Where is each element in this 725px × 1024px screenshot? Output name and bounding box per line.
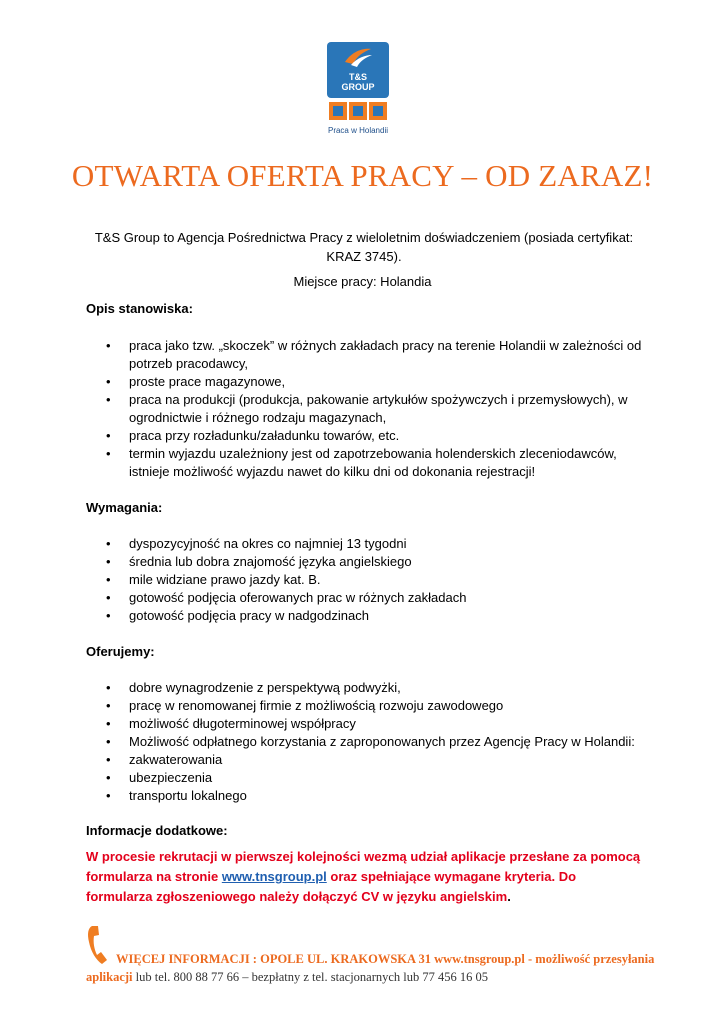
logo-brand (327, 72, 389, 92)
section-heading-oferujemy: Oferujemy: (86, 644, 155, 659)
car-icon (369, 102, 387, 120)
logo-brand-line1: T&S (349, 72, 367, 82)
list-item: • średnia lub dobra znajomość języka angielskiego (86, 553, 646, 571)
list-item: • dyspozycyjność na okres co najmniej 13 tygodni (86, 535, 646, 553)
house-icon (349, 102, 367, 120)
list-item: • praca przy rozładunku/załadunku towarów, etc. (86, 427, 646, 445)
logo-caption: Praca w Holandii (327, 126, 389, 135)
page-title: OTWARTA OFERTA PRACY – OD ZARAZ! (71, 158, 654, 193)
oferujemy-list (86, 679, 646, 805)
list-item: • pracę w renomowanej firmie z możliwością rozwoju zawodowego (86, 697, 646, 715)
workplace-text: Miejsce pracy: Holandia (293, 274, 432, 289)
footer-possible: możliwość przesyłania (535, 952, 655, 966)
person-icon (329, 102, 347, 120)
list-item: • gotowość podjęcia pracy w nadgodzinach (86, 607, 646, 625)
list-item: • praca na produkcji (produkcja, pakowanie artykułów spożywczych i przemysłowych), w ogrodnictwie i różnego rodzaju magazynach, (86, 391, 646, 427)
list-item: • gotowość podjęcia oferowanych prac w różnych zakładach (86, 589, 646, 607)
footer-dash: - (524, 952, 536, 966)
footer-line-1 (86, 950, 655, 968)
list-item: • transportu lokalnego (86, 787, 646, 805)
list-item: • zakwaterowania (86, 751, 646, 769)
footer-phone-text: lub tel. 800 88 77 66 – bezpłatny z tel. stacjonarnych lub 77 456 16 05 (132, 970, 489, 984)
footer-info-label: WIĘCEJ INFORMACJI : OPOLE UL. KRAKOWSKA 31 www.tnsgroup.pl (116, 952, 525, 966)
list-item: • praca jako tzw. „skoczek” w różnych zakładach pracy na terenie Holandii w zależności od potrzeb pracodawcy, (86, 337, 646, 373)
logo-badge (327, 42, 389, 98)
logo-icons (327, 102, 389, 120)
notice-text-1: W procesie rekrutacji w pierwszej kolejności wezmą udział aplikacje przesłane za pomocą formularza na stronie (86, 849, 641, 884)
opis-list (86, 337, 646, 481)
list-item: • możliwość długoterminowej współpracy (86, 715, 646, 733)
footer-apps: aplikacji (86, 970, 133, 984)
company-logo (327, 42, 391, 135)
list-item: • dobre wynagrodzenie z perspektywą podwyżki, (86, 679, 646, 697)
logo-brand-line2: GROUP (341, 82, 375, 92)
wymagania-list (86, 535, 646, 625)
section-heading-info: Informacje dodatkowe: (86, 823, 228, 838)
contact-footer (86, 950, 655, 986)
notice-text-2: oraz spełniające wymagane kryteria. Do formularza zgłoszeniowego należy dołączyć CV w języku angielskim (86, 869, 577, 904)
section-heading-wymagania: Wymagania: (86, 500, 163, 515)
website-link[interactable]: www.tnsgroup.pl (221, 869, 327, 884)
list-item: • proste prace magazynowe, (86, 373, 646, 391)
list-item: • mile widziane prawo jazdy kat. B. (86, 571, 646, 589)
notice-end: . (507, 889, 511, 904)
list-item: • Możliwość odpłatnego korzystania z zaproponowanych przez Agencję Pracy w Holandii: (86, 733, 646, 751)
section-heading-opis: Opis stanowiska: (86, 301, 193, 316)
intro-text: T&S Group to Agencja Pośrednictwa Pracy z wieloletnim doświadczeniem (posiada certyfikat: KRAZ 3745). (94, 230, 634, 264)
recruitment-notice (86, 847, 646, 907)
list-item: • ubezpieczenia (86, 769, 646, 787)
swoosh-icon (341, 46, 375, 68)
footer-line-2 (86, 968, 646, 986)
list-item: • termin wyjazdu uzależniony jest od zapotrzebowania holenderskich zleceniodawców, istnieje możliwość wyjazdu nawet do kilku dni od dokonania rejestracji! (86, 445, 646, 481)
